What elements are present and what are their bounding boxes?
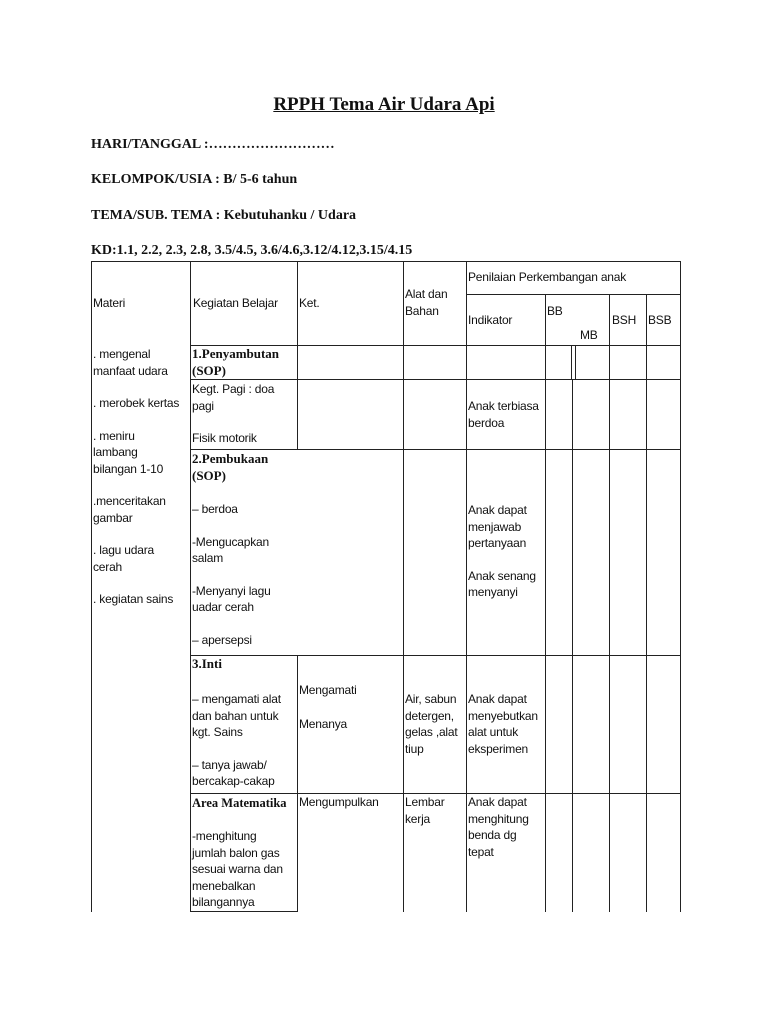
- matematika-indikator: Anak dapat menghitung benda dg tepat: [468, 795, 529, 859]
- col-line-alat: [403, 261, 404, 912]
- row-divider-pagi: [190, 379, 466, 380]
- matematika-ket: Mengumpulkan: [299, 795, 379, 809]
- pembukaan-item: – apersepsi: [192, 632, 252, 647]
- header-bsh: BSH: [612, 313, 637, 327]
- col-line-mb-left: [575, 345, 576, 379]
- header-bb: BB: [547, 304, 563, 318]
- penyambutan-title: 1.Penyambutan (SOP): [192, 346, 280, 378]
- materi-item: . merobek kertas: [93, 396, 180, 410]
- col-line-bb: [545, 294, 546, 912]
- pembukaan-item: -Mengucapkan salam: [192, 534, 269, 565]
- table-border-top: [91, 261, 681, 262]
- pagi-doa: Kegt. Pagi : doa pagi: [192, 382, 275, 413]
- header-bsb: BSB: [648, 313, 672, 327]
- document-title: RPPH Tema Air Udara Api: [273, 94, 495, 115]
- kd-line: KD:1.1, 2.2, 2.3, 2.8, 3.5/4.5, 3.6/4.6,3.12/4.12,3.15/4.15: [91, 243, 413, 258]
- pembukaan-title: 2.Pembukaan (SOP): [192, 451, 269, 483]
- kelompok-usia-line: KELOMPOK/USIA : B/ 5-6 tahun: [91, 172, 298, 187]
- header-ket: Ket.: [299, 296, 320, 310]
- header-materi: Materi: [93, 296, 126, 310]
- pembukaan-item: – berdoa: [192, 502, 238, 516]
- col-line-bsh: [609, 294, 610, 912]
- header-alat-bahan: Alat dan Bahan: [405, 287, 448, 318]
- inti-item: – mengamati alat dan bahan untuk kgt. Sains: [192, 692, 281, 739]
- col-line-kegiatan: [190, 261, 191, 912]
- pembukaan-indikator-item: Anak dapat menjawab pertanyaan: [468, 503, 527, 550]
- area-matematika-title: Area Matematika: [192, 796, 287, 810]
- pembukaan-item: -Menyanyi lagu uadar cerah: [192, 583, 271, 614]
- col-line-mb-header: [571, 345, 572, 379]
- matematika-alat-bahan: Lembar kerja: [405, 795, 445, 826]
- col-line-indikator: [466, 261, 467, 912]
- pagi-fisik-motorik: Fisik motorik: [192, 431, 257, 445]
- header-mb: MB: [580, 328, 598, 342]
- materi-item: . mengenal manfaat udara: [93, 347, 168, 378]
- col-line-bsb: [646, 294, 647, 912]
- materi-item: .menceritakan gambar: [93, 494, 166, 525]
- header-penilaian-divider: [466, 294, 681, 295]
- row-divider-inti: [190, 655, 680, 656]
- pembukaan-indikator: [468, 502, 536, 601]
- matematika-kegiatan: -menghitung jumlah balon gas sesuai warna dan menebalkan bilangannya: [192, 829, 283, 909]
- pagi-kegiatan: [192, 381, 296, 447]
- header-kegiatan-belajar: Kegiatan Belajar: [193, 296, 278, 310]
- pembukaan-kegiatan: [192, 501, 296, 648]
- subheader-row-divider: [466, 379, 680, 380]
- col-line-mb-right: [572, 379, 573, 912]
- hari-tanggal-line: HARI/TANGGAL :………………………: [91, 137, 335, 152]
- inti-item: – tanya jawab/ bercakap-cakap: [192, 757, 275, 788]
- pembukaan-indikator-item: Anak senang menyanyi: [468, 568, 536, 599]
- inti-ket-item: Mengamati: [299, 683, 357, 697]
- materi-item: . meniru lambang bilangan 1-10: [93, 428, 164, 476]
- inti-alat-bahan: Air, sabun detergen, gelas ,alat tiup: [405, 692, 458, 756]
- pagi-indikator: Anak terbiasa berdoa: [468, 399, 539, 430]
- materi-item: . lagu udara cerah: [93, 543, 154, 574]
- materi-item: . kegiatan sains: [93, 592, 174, 606]
- inti-title: 3.Inti: [192, 656, 222, 671]
- inti-ket: [299, 682, 357, 732]
- table-border-right: [680, 261, 681, 912]
- inti-ket-item: Menanya: [299, 716, 347, 731]
- tema-line: TEMA/SUB. TEMA : Kebutuhanku / Udara: [91, 208, 357, 223]
- area-matematika-box-bottom: [190, 911, 297, 912]
- materi-list: [93, 346, 189, 608]
- col-line-ket-lower: [297, 655, 298, 912]
- header-penilaian: Penilaian Perkembangan anak: [468, 270, 627, 284]
- inti-kegiatan: [192, 691, 296, 790]
- row-divider-pembukaan: [190, 449, 680, 450]
- col-line-ket-penyambutan: [297, 261, 298, 450]
- table-border-left: [91, 261, 92, 912]
- inti-indikator: Anak dapat menyebutkan alat untuk eksperimen: [468, 692, 538, 756]
- header-indikator: Indikator: [468, 313, 513, 327]
